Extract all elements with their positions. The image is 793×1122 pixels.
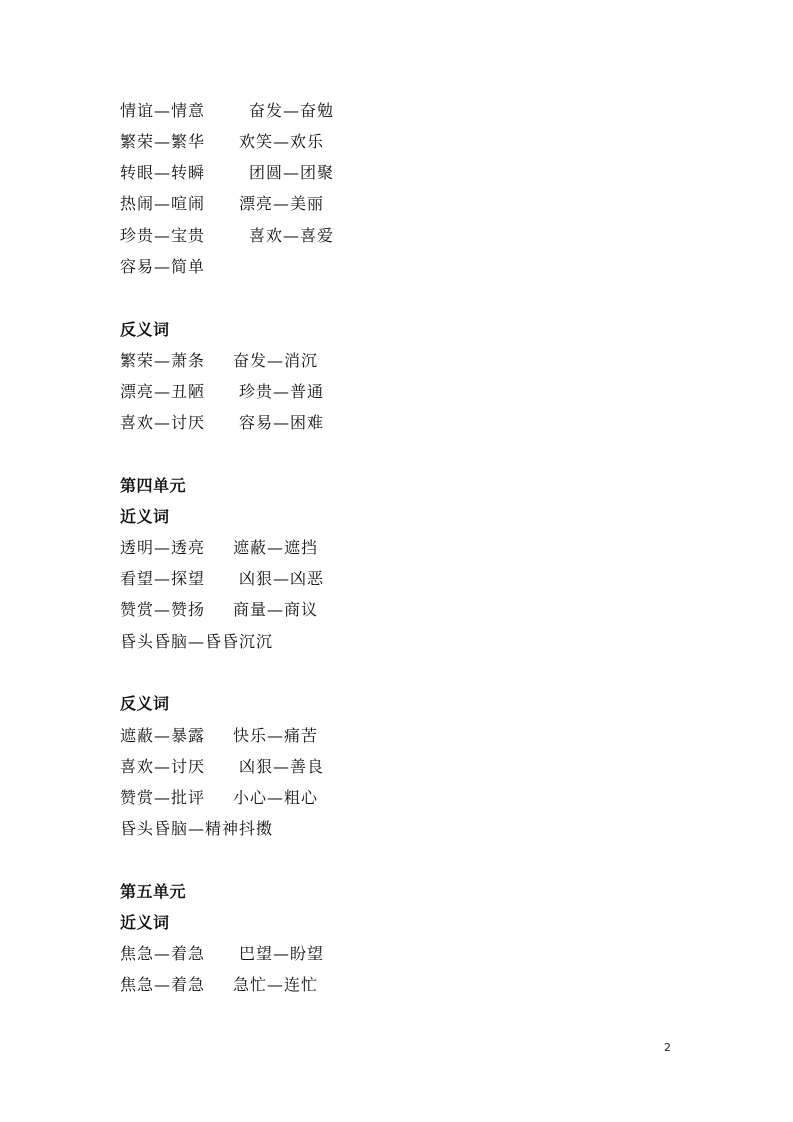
page-number: 2 [664,1041,671,1054]
word-pair: 欢笑—欢乐 [239,132,325,151]
word-pair: 急忙—连忙 [233,975,319,994]
word-pair: 赞赏—批评 [120,788,206,807]
word-pair: 漂亮—丑陋 [120,382,206,401]
word-pair: 遮蔽—遮挡 [233,538,319,557]
word-pair: 小心—粗心 [233,788,319,807]
word-pair: 透明—透亮 [120,538,206,557]
word-pair: 快乐—痛苦 [233,726,319,745]
word-pair: 喜欢—喜爱 [249,226,335,245]
word-pair: 热闹—喧闹 [120,194,206,213]
section-heading: 反义词 [120,320,170,339]
word-pair: 商量—商议 [233,600,319,619]
word-pair: 团圆—团聚 [249,163,335,182]
word-pair: 转眼—转瞬 [120,163,206,182]
section-heading: 第四单元 [120,476,187,495]
section-heading: 第五单元 [120,882,187,901]
word-pair: 繁荣—繁华 [120,132,206,151]
word-pair: 喜欢—讨厌 [120,757,206,776]
word-pair: 赞赏—赞扬 [120,600,206,619]
word-pair: 容易—简单 [120,257,206,276]
word-pair: 情谊—情意 [120,101,206,120]
word-pair: 看望—探望 [120,569,206,588]
section-heading: 近义词 [120,913,170,932]
word-pair: 容易—困难 [239,413,325,432]
word-pair: 焦急—着急 [120,975,206,994]
word-pair: 巴望—盼望 [239,944,325,963]
word-pair: 凶狠—凶恶 [239,569,325,588]
word-pair: 凶狠—善良 [239,757,325,776]
word-pair: 漂亮—美丽 [239,194,325,213]
word-pair: 焦急—着急 [120,944,206,963]
word-pair: 珍贵—宝贵 [120,226,206,245]
section-heading: 反义词 [120,694,170,713]
word-pair: 喜欢—讨厌 [120,413,206,432]
word-pair: 奋发—奋勉 [249,101,335,120]
word-pair: 昏头昏脑—昏昏沉沉 [120,632,274,651]
section-heading: 近义词 [120,507,170,526]
word-pair: 珍贵—普通 [239,382,325,401]
word-pair: 昏头昏脑—精神抖擞 [120,819,274,838]
word-pair: 遮蔽—暴露 [120,726,206,745]
word-pair: 奋发—消沉 [233,351,319,370]
word-pair: 繁荣—萧条 [120,351,206,370]
